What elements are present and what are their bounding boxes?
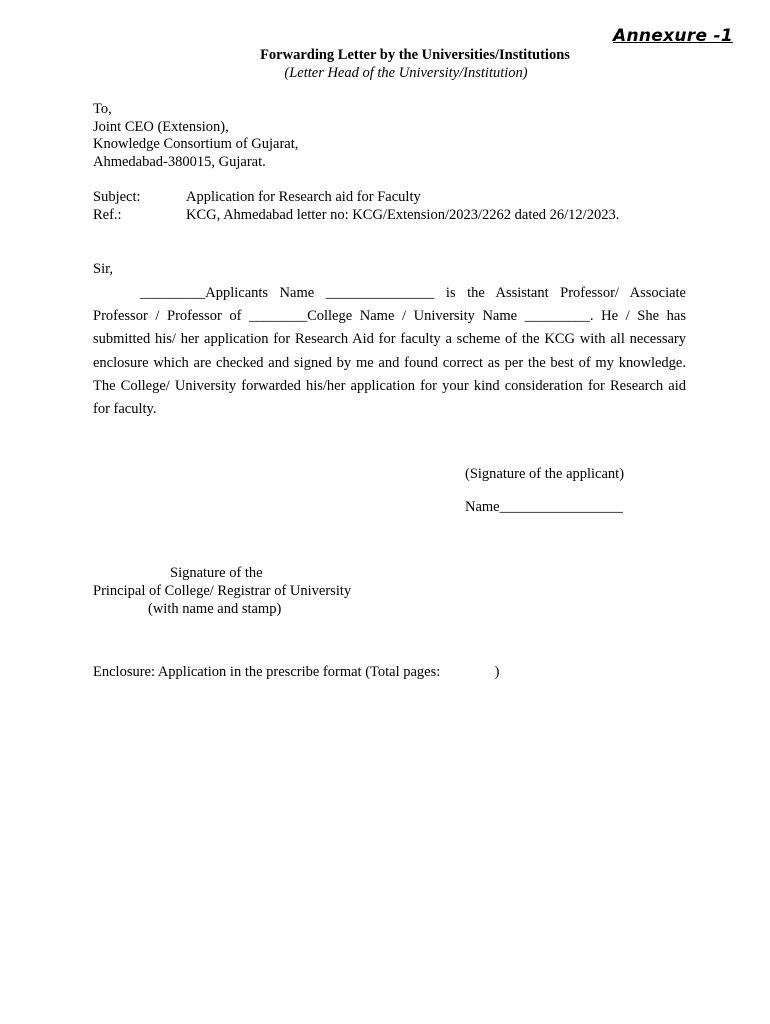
address-line-3: Ahmedabad-380015, Gujarat. <box>93 153 266 170</box>
subject-label: Subject: <box>93 189 141 205</box>
enclosure-line: Enclosure: Application in the prescribe format (Total pages: ) <box>93 664 500 680</box>
subject-line <box>93 189 421 206</box>
reference-value: KCG, Ahmedabad letter no: KCG/Extension/2023/2262 dated 26/12/2023. <box>186 207 620 223</box>
applicant-name-field: Name_________________ <box>465 499 623 515</box>
principal-line-3: (with name and stamp) <box>148 601 282 617</box>
principal-line-2: Principal of College/ Registrar of University <box>93 583 352 599</box>
annexure-label: Annexure -1 <box>613 26 733 46</box>
address-line-2: Knowledge Consortium of Gujarat, <box>93 136 299 153</box>
reference-line <box>93 207 619 224</box>
letter-subtitle: (Letter Head of the University/Institution) <box>284 65 528 81</box>
address-to: To, <box>93 101 112 117</box>
recipient-address <box>93 101 298 171</box>
subject-value: Application for Research aid for Faculty <box>186 189 421 205</box>
letter-title: Forwarding Letter by the Universities/Institutions <box>260 47 570 63</box>
reference-label: Ref.: <box>93 207 122 223</box>
body-paragraph: _________Applicants Name _______________ is the Assistant Professor/ Associate Professor / Professor of ________College Name / University Name _________. He / She has submitted his/ her application for Research Aid for faculty a scheme of the KCG with all necessary enclosure which are checked and signed by me and found correct as per the best of my knowledge. The College/ University forwarded his/her application for your kind consideration for Research aid for faculty. <box>93 285 686 418</box>
salutation: Sir, <box>93 261 113 277</box>
principal-signature-block <box>93 564 351 618</box>
principal-line-1: Signature of the <box>170 565 263 581</box>
applicant-signature: (Signature of the applicant) <box>465 466 625 482</box>
address-line-1: Joint CEO (Extension), <box>93 118 229 135</box>
